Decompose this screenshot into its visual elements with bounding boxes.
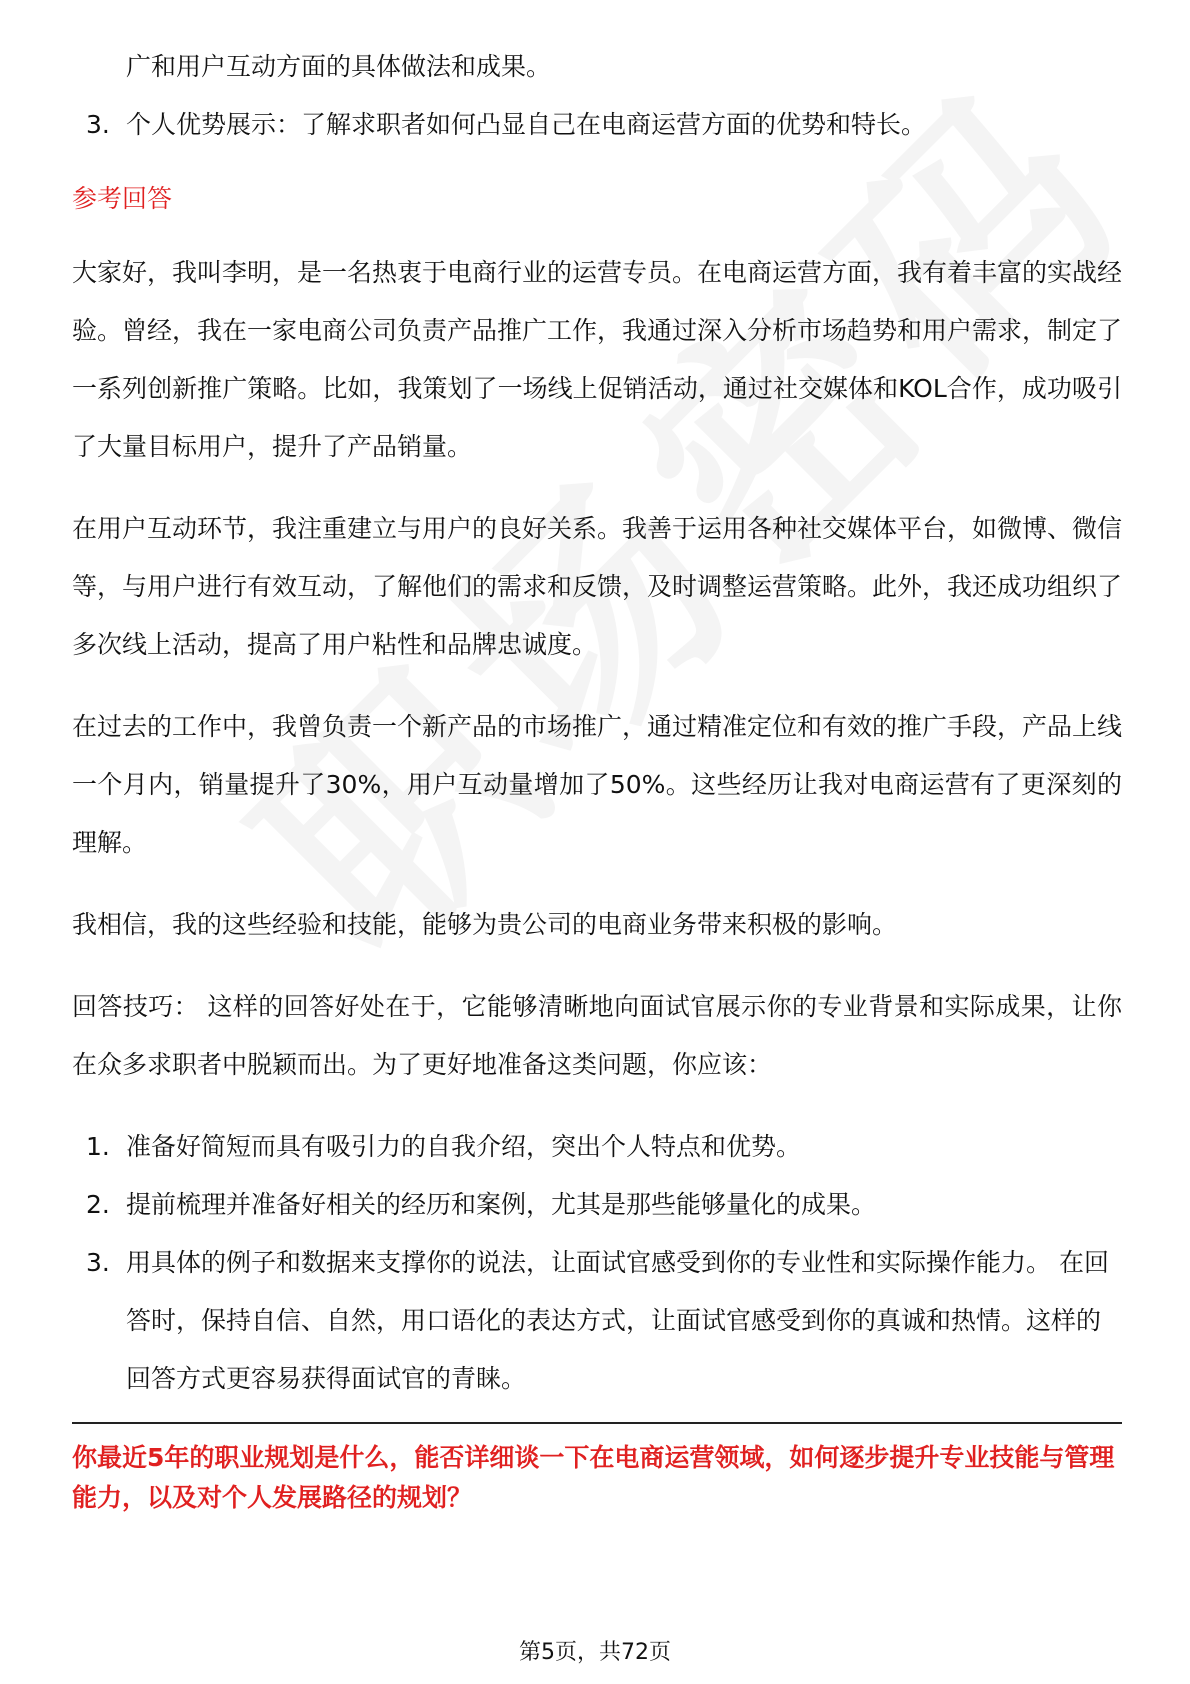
list-number: 3. xyxy=(86,110,110,139)
page-content xyxy=(72,38,1122,1518)
list-item-top-3 xyxy=(72,96,1122,154)
list-continuation-text: 广和用户互动方面的具体做法和成果。 xyxy=(126,52,552,81)
answer-paragraph-4: 我相信，我的这些经验和技能，能够为贵公司的电商业务带来积极的影响。 xyxy=(72,910,898,939)
section-title: 参考回答 xyxy=(72,184,173,213)
page-footer: 第5页，共72页 xyxy=(519,1640,671,1665)
tips-list-item-3 xyxy=(72,1234,1122,1408)
list-number: 2. xyxy=(86,1190,110,1219)
section-divider xyxy=(72,1422,1122,1424)
tips-list-item-1 xyxy=(72,1118,1122,1176)
answer-paragraph-1: 大家好，我叫李明，是一名热衷于电商行业的运营专员。在电商运营方面，我有着丰富的实战经验。曾经，我在一家电商公司负责产品推广工作，我通过深入分析市场趋势和用户需求，制定了一系列创新推广策略。比如，我策划了一场线上促销活动，通过社交媒体和KOL合作，成功吸引了大量目标用户，提升了产品销量。 xyxy=(72,258,1123,461)
answer-paragraph-2: 在用户互动环节，我注重建立与用户的良好关系。我善于运用各种社交媒体平台，如微博、微信等，与用户进行有效互动，了解他们的需求和反馈，及时调整运营策略。此外，我还成功组织了多次线上活动，提高了用户粘性和品牌忠诚度。 xyxy=(72,514,1123,659)
next-question-heading: 你最近5年的职业规划是什么，能否详细谈一下在电商运营领域，如何逐步提升专业技能与管理能力，以及对个人发展路径的规划？ xyxy=(72,1443,1115,1512)
tips-intro-paragraph: 回答技巧： 这样的回答好处在于，它能够清晰地向面试官展示你的专业背景和实际成果，让你在众多求职者中脱颖而出。为了更好地准备这类问题，你应该： xyxy=(72,992,1122,1079)
list-number: 3. xyxy=(86,1248,110,1277)
list-item-text: 个人优势展示：了解求职者如何凸显自己在电商运营方面的优势和特长。 xyxy=(126,110,927,139)
answer-paragraph-3: 在过去的工作中，我曾负责一个新产品的市场推广，通过精准定位和有效的推广手段，产品上线一个月内，销量提升了30%，用户互动量增加了50%。这些经历让我对电商运营有了更深刻的理解。 xyxy=(72,712,1123,857)
list-item-text: 提前梳理并准备好相关的经历和案例，尤其是那些能够量化的成果。 xyxy=(126,1190,877,1219)
list-number: 1. xyxy=(86,1132,110,1161)
list-item-text: 准备好简短而具有吸引力的自我介绍，突出个人特点和优势。 xyxy=(126,1132,802,1161)
list-item-text: 用具体的例子和数据来支撑你的说法，让面试官感受到你的专业性和实际操作能力。 在回答时，保持自信、自然，用口语化的表达方式，让面试官感受到你的真诚和热情。这样的回答方式更容易获得面试官的青睐。 xyxy=(126,1248,1109,1393)
tips-list-item-2 xyxy=(72,1176,1122,1234)
list-continuation xyxy=(72,38,1122,96)
